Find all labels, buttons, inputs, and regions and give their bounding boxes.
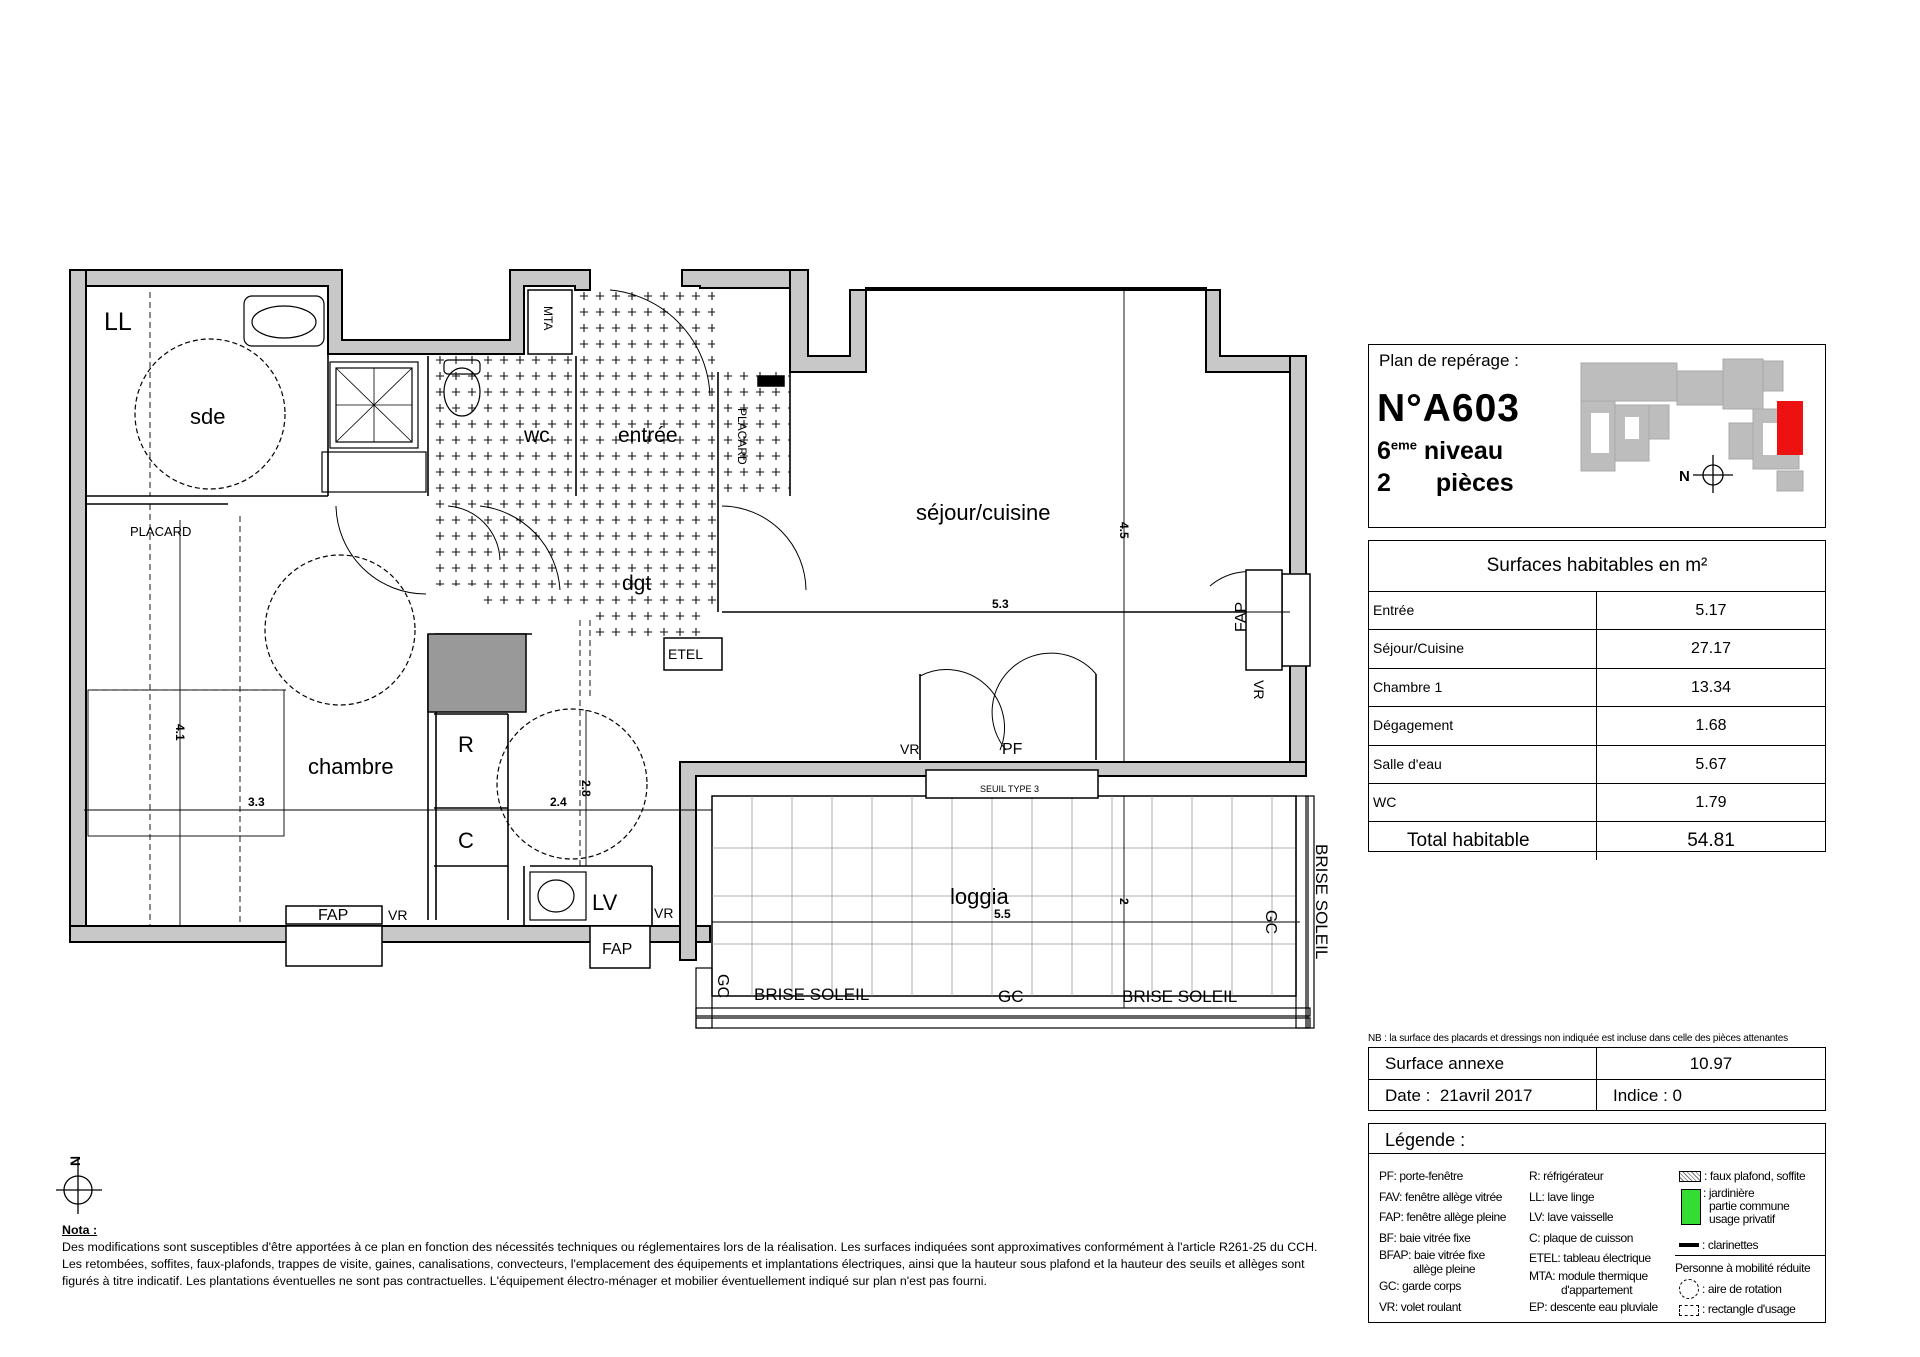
dim-chambre-depth: 4.1 [173,724,187,741]
annexe-value: 10.97 [1689,1054,1733,1073]
rectangle-swatch [1679,1305,1699,1316]
apartment-highlight [1777,401,1803,455]
surface-label: Entrée [1369,592,1597,629]
room-ll: LL [104,308,132,336]
date-label: Date : [1385,1086,1431,1105]
surface-value: 1.68 [1695,717,1727,735]
room-dgt: dgt [622,572,652,595]
surface-label: Salle d'eau [1369,746,1597,783]
indice-cell [1597,1080,1825,1111]
bed-outline [88,690,284,836]
exterior-brise-soleil-left: BRISE SOLEIL [754,985,870,1004]
room-chambre: chambre [308,754,394,779]
dim-sejour-width: 5.3 [992,597,1009,611]
surface-label: WC [1369,784,1597,821]
indice-label: Indice : [1613,1086,1668,1105]
surfaces-header: Surfaces habitables en m² [1369,541,1825,592]
exterior-brise-soleil-right: BRISE SOLEIL [1122,987,1238,1006]
dim-chambre-width: 3.3 [248,795,265,809]
legend-item: FAV: fenêtre allège vitrée [1379,1189,1503,1204]
opening-pf: PF [1002,741,1023,758]
annexe-table [1368,1047,1826,1111]
exterior-gc-mid: GC [998,987,1024,1006]
surface-value: 5.17 [1695,602,1727,619]
surfaces-table [1368,540,1826,852]
keyplan-north-label: N [1679,468,1690,485]
legend-item [1679,1187,1825,1235]
legend-item: EP: descente eau pluviale [1529,1299,1658,1314]
room-etel: ETEL [668,646,704,662]
key-plan-map [1577,353,1811,493]
room-placard-entree: PLACARD [735,408,749,465]
room-sde: sde [190,404,226,429]
legend-jardiniere-line3: usage privatif [1709,1211,1775,1226]
exterior-gc-left: GC [714,974,731,998]
legend-item: d'appartement [1561,1282,1633,1297]
legend-item: ETEL: tableau électrique [1529,1251,1651,1265]
level-superscript: eme [1390,437,1417,453]
room-sejour: séjour/cuisine [916,500,1051,525]
total-label: Total habitable [1369,822,1597,859]
legend-column-2 [1529,1166,1679,1317]
table-row [1369,1080,1825,1111]
legend-item: MTA: module thermique [1529,1268,1648,1283]
legend-item: VR: volet roulant [1379,1299,1461,1314]
surface-value: 5.67 [1695,755,1727,773]
surface-label: Dégagement [1369,707,1597,744]
nota-text: Des modifications sont susceptibles d'être apportées à ce plan en fonction des nécessités techniques ou réglementaires lors de la réalisation. Les surfaces indiquées sont approximatives conformément à l'article R261-25 du CCH. Les retombées, soffites, faux-plafonds, trappes de visite, gaines, canalisations, convecteurs, l'emplacement des équipements et implantations électriques, ainsi que la hauteur sous plafond et la hauteur des seuils et allèges sont figurés à titre indicatif. Les plantations éventuelles ne sont pas contractuelles. L'équipement électro-ménager et mobilier éventuellement indiqué sur plan n'est pas fourni. [62,1240,1318,1288]
clarinettes-swatch [1679,1243,1699,1247]
compass-north-label: N [67,1155,83,1166]
date-cell [1369,1080,1597,1111]
room-loggia: loggia [950,884,1009,909]
room-r: R [458,732,474,757]
surface-value: 27.17 [1690,640,1732,658]
room-wc: wc [524,424,550,447]
opening-seuil: SEUIL TYPE 3 [980,784,1040,794]
legend-jardiniere-line2: partie commune [1709,1198,1790,1213]
legend-item: C: plaque de cuisson [1529,1230,1634,1245]
jardiniere-swatch [1681,1189,1701,1225]
faux-plafond-swatch [1679,1171,1701,1182]
opening-fap-sejour: FAP [1233,601,1250,632]
dim-loggia-width: 5.5 [994,907,1011,921]
indice-value: 0 [1672,1086,1683,1105]
table-row [1369,707,1825,745]
legend-column-1 [1379,1166,1537,1317]
level-number: 6 [1377,437,1391,465]
nota-block [62,1222,1334,1290]
room-c: C [458,828,474,853]
apartment-number: N°A603 [1377,387,1520,430]
opening-vr-lv: VR [654,905,674,921]
circle-swatch [1679,1279,1699,1299]
legend-column-3 [1675,1166,1825,1320]
surface-label: Chambre 1 [1369,669,1597,706]
legend-item: LV: lave vaisselle [1529,1210,1614,1224]
table-row [1369,630,1825,668]
legend-item [1679,1235,1825,1256]
legend-panel [1368,1123,1826,1323]
legend-clarinettes: : clarinettes [1702,1237,1759,1252]
opening-fap-chambre: FAP [318,907,349,924]
reperage-title: Plan de repérage : [1379,351,1519,370]
opening-vr-pf: VR [900,741,920,757]
total-row [1369,822,1825,859]
rooms-count: 2 pièces [1377,469,1514,497]
legend-faux-plafond: : faux plafond, soffite [1704,1169,1806,1183]
nota-title: Nota : [62,1223,98,1237]
dim-dgt-width: 2.4 [550,795,567,809]
legend-item: Personne à mobilité réduite [1675,1255,1825,1279]
legend-item: BFAP: baie vitrée fixe [1379,1248,1485,1262]
legend-item [1679,1279,1825,1300]
table-row [1369,746,1825,784]
table-row [1369,592,1825,630]
legend-aire-rotation: : aire de rotation [1702,1281,1782,1296]
level-word: niveau [1423,437,1504,465]
room-entree: entrée [618,424,678,447]
exterior-gc-right: GC [1262,910,1279,934]
surface-label: Séjour/Cuisine [1369,630,1597,667]
legend-item: PF: porte-fenêtre [1379,1169,1463,1183]
level-label [1377,437,1503,466]
surface-value: 13.34 [1690,678,1732,696]
gaine-block [428,634,526,712]
legend-jardiniere: : jardinière [1703,1185,1755,1200]
opening-fap-lv: FAP [602,941,633,958]
table-row [1369,669,1825,707]
legend-item: allège pleine [1413,1262,1476,1276]
legend-item: FAP: fenêtre allège pleine [1379,1210,1507,1224]
surface-value: 1.79 [1695,793,1727,811]
legend-item: BF: baie vitrée fixe [1379,1230,1471,1245]
dim-loggia-depth: 2 [1117,898,1131,905]
legend-item: LL: lave linge [1529,1189,1595,1204]
opening-vr-chambre: VR [388,907,408,923]
legend-title: Légende : [1369,1124,1825,1154]
opening-vr-sejour: VR [1251,680,1267,700]
legend-item [1679,1299,1825,1320]
nb-note: NB : la surface des placards et dressings non indiquée est incluse dans celle des pièces attenantes [1368,1033,1788,1044]
reperage-panel [1368,344,1826,528]
total-value: 54.81 [1687,830,1735,852]
annexe-label: Surface annexe [1369,1048,1597,1079]
compass [56,1160,102,1214]
dim-dgt-depth: 2.8 [579,780,593,797]
room-mta: MTA [541,306,555,331]
table-row [1369,1048,1825,1080]
room-lv: LV [592,890,618,915]
date-value: 21avril 2017 [1439,1086,1533,1105]
legend-item: GC: garde corps [1379,1279,1462,1293]
table-row [1369,784,1825,822]
legend-rectangle-usage: : rectangle d'usage [1702,1302,1796,1317]
legend-item: R: réfrigérateur [1529,1169,1604,1183]
legend-item [1679,1166,1825,1187]
room-placard-chambre: PLACARD [130,524,192,539]
dim-sejour-depth: 4.5 [1117,522,1131,539]
exterior-brise-soleil-side: BRISE SOLEIL [1312,844,1331,960]
